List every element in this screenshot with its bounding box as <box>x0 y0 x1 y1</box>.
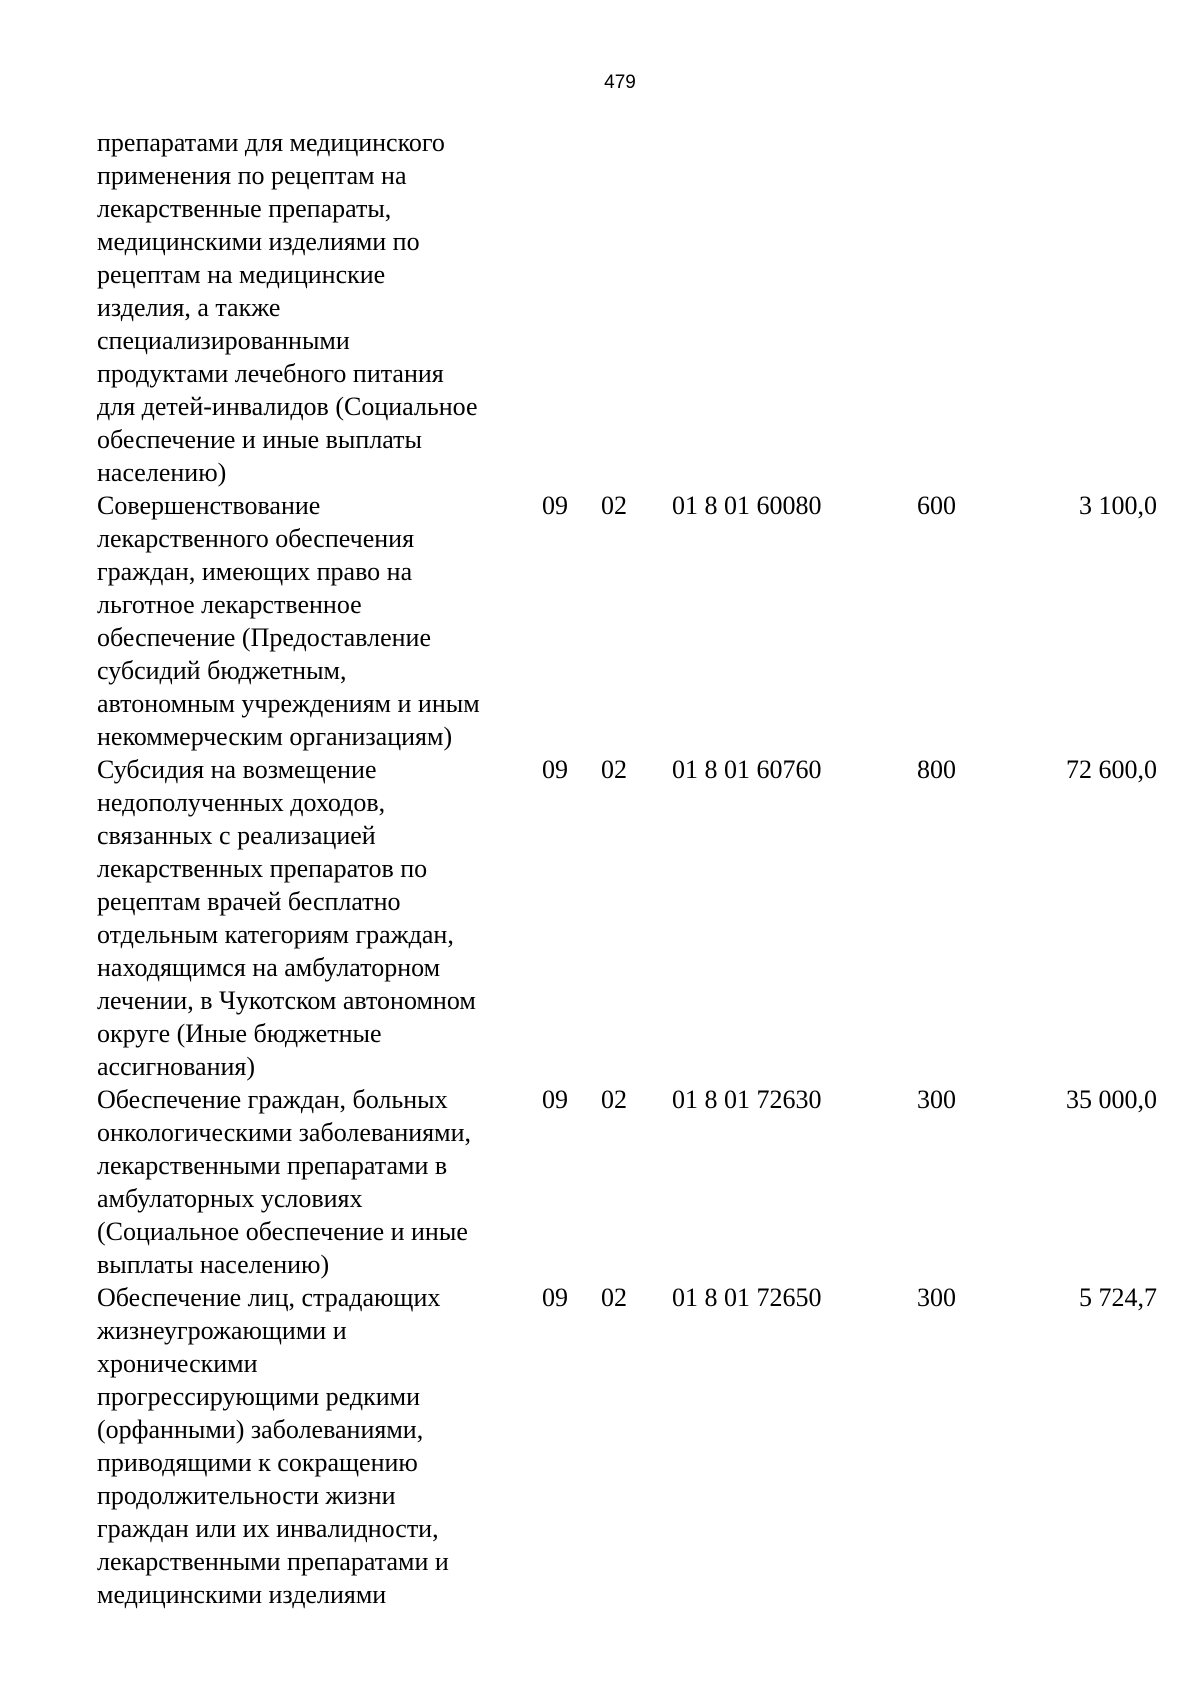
expense-type-code: 300 <box>917 1085 956 1114</box>
description-line: Субсидия на возмещение <box>97 755 377 784</box>
table-row <box>97 1281 1157 1611</box>
description-line: находящимся на амбулаторном <box>97 953 441 982</box>
description-line: изделия, а также <box>97 293 281 322</box>
description-line: (орфанными) заболеваниями, <box>97 1415 424 1444</box>
description-line: продолжительности жизни <box>97 1481 396 1510</box>
description-line: специализированными <box>97 326 350 355</box>
description-line: продуктами лечебного питания <box>97 359 444 388</box>
target-article-code: 01 8 01 60760 <box>672 755 822 784</box>
description-line: ассигнования) <box>97 1052 256 1081</box>
description-line: лечении, в Чукотском автономном <box>97 986 476 1015</box>
description-line: автономным учреждениям и иным <box>97 689 480 718</box>
description-line: округе (Иные бюджетные <box>97 1019 382 1048</box>
subsection-code: 02 <box>601 755 627 784</box>
description-line: прогрессирующими редкими <box>97 1382 420 1411</box>
description-line: медицинскими изделиями <box>97 1580 387 1609</box>
description-line: Обеспечение лиц, страдающих <box>97 1283 441 1312</box>
description-line: Обеспечение граждан, больных <box>97 1085 448 1114</box>
row-description <box>97 1083 537 1281</box>
section-code: 09 <box>542 1283 568 1312</box>
description-line: медицинскими изделиями по <box>97 227 420 256</box>
subsection-code: 02 <box>601 491 627 520</box>
amount: 35 000,0 <box>1066 1085 1157 1114</box>
budget-table <box>97 126 1157 1611</box>
section-code: 09 <box>542 491 568 520</box>
description-line: хроническими <box>97 1349 258 1378</box>
expense-type-code: 800 <box>917 755 956 784</box>
row-description <box>97 489 537 753</box>
description-line: отдельным категориям граждан, <box>97 920 454 949</box>
description-line: амбулаторных условиях <box>97 1184 363 1213</box>
subsection-code: 02 <box>601 1085 627 1114</box>
description-line: (Социальное обеспечение и иные <box>97 1217 468 1246</box>
description-line: лекарственного обеспечения <box>97 524 415 553</box>
description-line: Совершенствование <box>97 491 321 520</box>
description-line: препаратами для медицинского <box>97 128 445 157</box>
description-line: некоммерческим организациям) <box>97 722 453 751</box>
table-row <box>97 126 1157 489</box>
page-number: 479 <box>604 72 636 93</box>
description-line: лекарственные препараты, <box>97 194 392 223</box>
description-line: лекарственных препаратов по <box>97 854 428 883</box>
row-description <box>97 753 537 1083</box>
description-line: для детей-инвалидов (Социальное <box>97 392 478 421</box>
description-line: лекарственными препаратами в <box>97 1151 448 1180</box>
target-article-code: 01 8 01 60080 <box>672 491 822 520</box>
description-line: онкологическими заболеваниями, <box>97 1118 471 1147</box>
table-row <box>97 1083 1157 1281</box>
description-line: субсидий бюджетным, <box>97 656 347 685</box>
target-article-code: 01 8 01 72630 <box>672 1085 822 1114</box>
description-line: обеспечение (Предоставление <box>97 623 431 652</box>
description-line: граждан или их инвалидности, <box>97 1514 439 1543</box>
description-line: связанных с реализацией <box>97 821 376 850</box>
row-description <box>97 126 537 489</box>
description-line: лекарственными препаратами и <box>97 1547 449 1576</box>
description-line: населению) <box>97 458 227 487</box>
table-row <box>97 753 1157 1083</box>
section-code: 09 <box>542 1085 568 1114</box>
amount: 72 600,0 <box>1066 755 1157 784</box>
description-line: недополученных доходов, <box>97 788 386 817</box>
description-line: выплаты населению) <box>97 1250 330 1279</box>
amount: 5 724,7 <box>1079 1283 1157 1312</box>
row-description <box>97 1281 537 1611</box>
expense-type-code: 300 <box>917 1283 956 1312</box>
description-line: рецептам врачей бесплатно <box>97 887 401 916</box>
description-line: применения по рецептам на <box>97 161 407 190</box>
description-line: обеспечение и иные выплаты <box>97 425 422 454</box>
amount: 3 100,0 <box>1079 491 1157 520</box>
table-row <box>97 489 1157 753</box>
expense-type-code: 600 <box>917 491 956 520</box>
subsection-code: 02 <box>601 1283 627 1312</box>
description-line: жизнеугрожающими и <box>97 1316 347 1345</box>
section-code: 09 <box>542 755 568 784</box>
description-line: приводящими к сокращению <box>97 1448 418 1477</box>
description-line: льготное лекарственное <box>97 590 362 619</box>
description-line: граждан, имеющих право на <box>97 557 413 586</box>
description-line: рецептам на медицинские <box>97 260 386 289</box>
target-article-code: 01 8 01 72650 <box>672 1283 822 1312</box>
